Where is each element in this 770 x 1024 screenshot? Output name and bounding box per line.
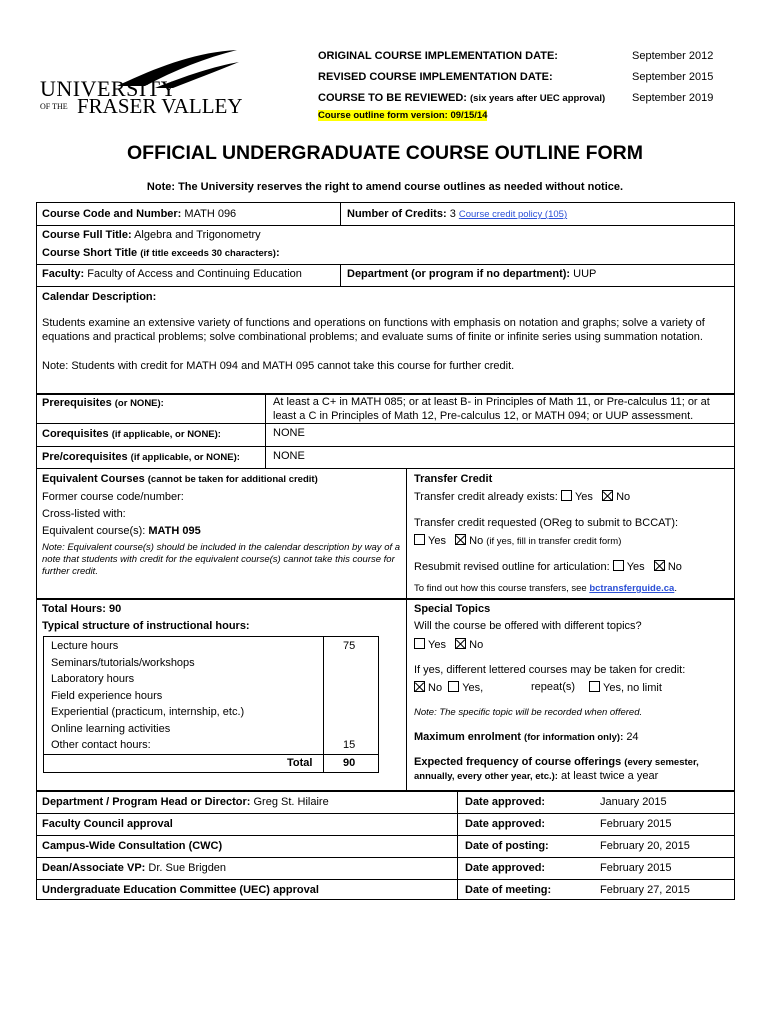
hours-row-label: Field experience hours [51, 689, 163, 702]
logo-university: UNIVERSITY [40, 76, 177, 101]
lettered-repeats-label: repeat(s) [531, 681, 576, 693]
transfer-label: Transfer Credit [414, 473, 493, 485]
special-yes-checkbox[interactable] [414, 638, 425, 649]
approval-date-label: Date approved: [465, 818, 546, 830]
prereq-value: At least a C+ in MATH 085; or at least B- in Principles of Math 11, or Pre-calculus 11; or at least a C in Principles of Math 12, Pre-calculus 12, or MATH 094; or UUP assessment. [273, 396, 710, 422]
rev-date-label: REVISED COURSE IMPLEMENTATION DATE: [318, 71, 553, 83]
total-hours-value: 90 [109, 603, 122, 615]
transfer-requested-no-checkbox[interactable] [455, 534, 466, 545]
approval-row [42, 818, 173, 830]
page-title: OFFICIAL UNDERGRADUATE COURSE OUTLINE FORM [126, 142, 644, 164]
equiv-course-label: Equivalent course(s): [42, 525, 146, 537]
precoreq-value: NONE [273, 450, 305, 462]
frequency-label: Expected frequency of course offerings [414, 756, 622, 768]
transfer-requested-yes-checkbox[interactable] [414, 534, 425, 545]
department-value: UUP [573, 268, 597, 280]
max-enrolment-note: (for information only): [524, 732, 624, 743]
orig-date-label: ORIGINAL COURSE IMPLEMENTATION DATE: [318, 50, 558, 62]
orig-date-value: September 2012 [632, 50, 714, 62]
review-note: (six years after UEC approval) [470, 93, 606, 104]
resubmit-yes-checkbox[interactable] [613, 560, 624, 571]
approval-row [42, 862, 226, 874]
approval-value: Dr. Sue Brigden [148, 862, 227, 874]
hours-total-value: 90 [343, 757, 356, 769]
calendar-label: Calendar Description: [42, 291, 157, 303]
approval-date-label: Date approved: [465, 796, 546, 808]
transfer-exists-no-checkbox[interactable] [602, 490, 613, 501]
lettered-yes-checkbox[interactable] [448, 681, 459, 692]
approval-date-label: Date of meeting: [465, 884, 552, 896]
resubmit-no-checkbox[interactable] [654, 560, 665, 571]
approval-row [42, 796, 329, 808]
hours-row-value: 75 [343, 640, 356, 652]
special-topic-note: Note: The specific topic will be recorded when offered. [414, 707, 643, 718]
special-yes-label: Yes [428, 639, 446, 651]
hours-row-label: Experiential (practicum, internship, etc.) [51, 706, 245, 718]
approval-date-label: Date of posting: [465, 840, 549, 852]
hours-row-label: Seminars/tutorials/workshops [51, 656, 195, 669]
bctransferguide-link[interactable]: bctransferguide.ca [589, 583, 675, 594]
lettered-courses-label: If yes, different lettered courses may be taken for credit: [414, 664, 686, 676]
approval-date: January 2015 [600, 796, 667, 808]
credits-label: Number of Credits: [347, 208, 447, 220]
frequency-value: at least twice a year [561, 770, 659, 782]
special-no-checkbox[interactable] [455, 638, 466, 649]
hours-row-label: Lecture hours [51, 640, 119, 652]
frequency-note-1: (every semester, [624, 757, 699, 768]
former-code: Former course code/number: [42, 491, 184, 503]
faculty-label: Faculty: [42, 268, 85, 280]
transfer-find-out: To find out how this course transfers, see [414, 583, 587, 594]
logo-of-the: OF THE [40, 102, 68, 111]
special-no-label: No [469, 639, 484, 651]
credit-policy-link[interactable]: Course credit policy (105) [458, 209, 568, 220]
approval-label: Department / Program Head or Director: [42, 796, 251, 808]
prereq-note: (or NONE): [114, 398, 164, 409]
hours-total-label: Total [287, 757, 313, 769]
short-title-label: Course Short Title [42, 247, 138, 259]
transfer-exists-no-label: No [616, 491, 631, 503]
calendar-description: Students examine an extensive variety of functions and operations on functions with emphasis on notation and graphs; solve a variety of equations and practical problems; solve combinational problems; and evaluate sums of finite or infinite series using summation notation. [42, 317, 705, 343]
lettered-no-checkbox[interactable] [414, 681, 425, 692]
transfer-requested-label: Transfer credit requested (OReg to submit to BCCAT): [414, 517, 679, 529]
coreq-label: Corequisites [42, 428, 109, 440]
approval-label: Faculty Council approval [42, 818, 173, 830]
rev-date-value: September 2015 [632, 71, 714, 83]
review-label: COURSE TO BE REVIEWED: [318, 92, 467, 104]
total-hours-label: Total Hours: [42, 603, 106, 615]
prereq-label: Prerequisites [42, 397, 112, 409]
cross-listed: Cross-listed with: [42, 508, 126, 520]
amend-note: Note: The University reserves the right to amend course outlines as needed without notice. [146, 181, 624, 193]
full-title-label: Course Full Title: [42, 229, 132, 241]
logo-fraser-valley: FRASER VALLEY [77, 94, 243, 118]
approval-row [42, 840, 222, 852]
resubmit-no-label: No [667, 561, 682, 573]
frequency-note-2: annually, every other year, etc.): [414, 771, 558, 782]
hours-row-value: 15 [343, 739, 356, 751]
transfer-exists-label: Transfer credit already exists: [414, 491, 558, 503]
equiv-label-note: (cannot be taken for additional credit) [147, 474, 318, 485]
lettered-yes-label: Yes, [462, 682, 484, 694]
approval-label: Dean/Associate VP: [42, 862, 146, 874]
coreq-note: (if applicable, or NONE): [111, 429, 221, 440]
review-value: September 2019 [632, 92, 714, 104]
resubmit-label: Resubmit revised outline for articulation: [414, 561, 610, 573]
resubmit-yes-label: Yes [626, 561, 645, 573]
special-topics-label: Special Topics [414, 603, 491, 615]
transfer-requested-yes-label: Yes [428, 535, 446, 547]
approval-date-label: Date approved: [465, 862, 546, 874]
faculty-value: Faculty of Access and Continuing Education [87, 268, 302, 280]
max-enrolment-label: Maximum enrolment [414, 731, 521, 743]
transfer-exists-yes-label: Yes [574, 491, 593, 503]
equiv-course-value: MATH 095 [148, 525, 201, 537]
form-version: Course outline form version: 09/15/14 [318, 110, 488, 121]
approval-date: February 2015 [600, 818, 672, 830]
short-title-note: (if title exceeds 30 characters) [140, 248, 276, 259]
typical-structure-label: Typical structure of instructional hours: [42, 620, 250, 632]
approval-label: Campus-Wide Consultation (CWC) [42, 840, 223, 852]
hours-row-label: Other contact hours: [51, 739, 151, 751]
transfer-exists-yes-checkbox[interactable] [561, 490, 572, 501]
hours-row-label: Laboratory hours [51, 673, 135, 685]
approval-date: February 27, 2015 [600, 884, 690, 896]
approval-label: Undergraduate Education Committee (UEC) approval [42, 884, 319, 896]
hours-row-label: Online learning activities [51, 722, 171, 735]
equiv-label: Equivalent Courses [42, 473, 145, 485]
department-label: Department (or program if no department): [347, 268, 571, 280]
max-enrolment-value: 24 [626, 731, 639, 743]
credits-value: 3 [449, 208, 456, 220]
approval-date: February 2015 [600, 862, 672, 874]
course-code-value: MATH 096 [184, 208, 237, 220]
full-title-value: Algebra and Trigonometry [134, 229, 261, 241]
approval-row [42, 884, 319, 896]
transfer-if-yes-note: (if yes, fill in transfer credit form) [486, 536, 622, 547]
precoreq-label: Pre/corequisites [42, 451, 128, 463]
approval-date: February 20, 2015 [600, 840, 690, 852]
course-code-label: Course Code and Number: [42, 208, 182, 220]
coreq-value: NONE [273, 427, 305, 439]
approval-value: Greg St. Hilaire [253, 796, 329, 808]
lettered-nolimit-checkbox[interactable] [589, 681, 600, 692]
precoreq-note: (if applicable, or NONE): [130, 452, 240, 463]
transfer-requested-no-label: No [469, 535, 484, 547]
calendar-note: Note: Students with credit for MATH 094 and MATH 095 cannot take this course for further credit. [42, 360, 515, 372]
lettered-no-label: No [428, 682, 443, 694]
lettered-nolimit-label: Yes, no limit [603, 682, 662, 694]
special-question: Will the course be offered with different topics? [414, 620, 642, 632]
equiv-note: Note: Equivalent course(s) should be included in the calendar description by way of a note that students with credit for the equivalent course(s) cannot take this course for further credit. [42, 542, 401, 577]
